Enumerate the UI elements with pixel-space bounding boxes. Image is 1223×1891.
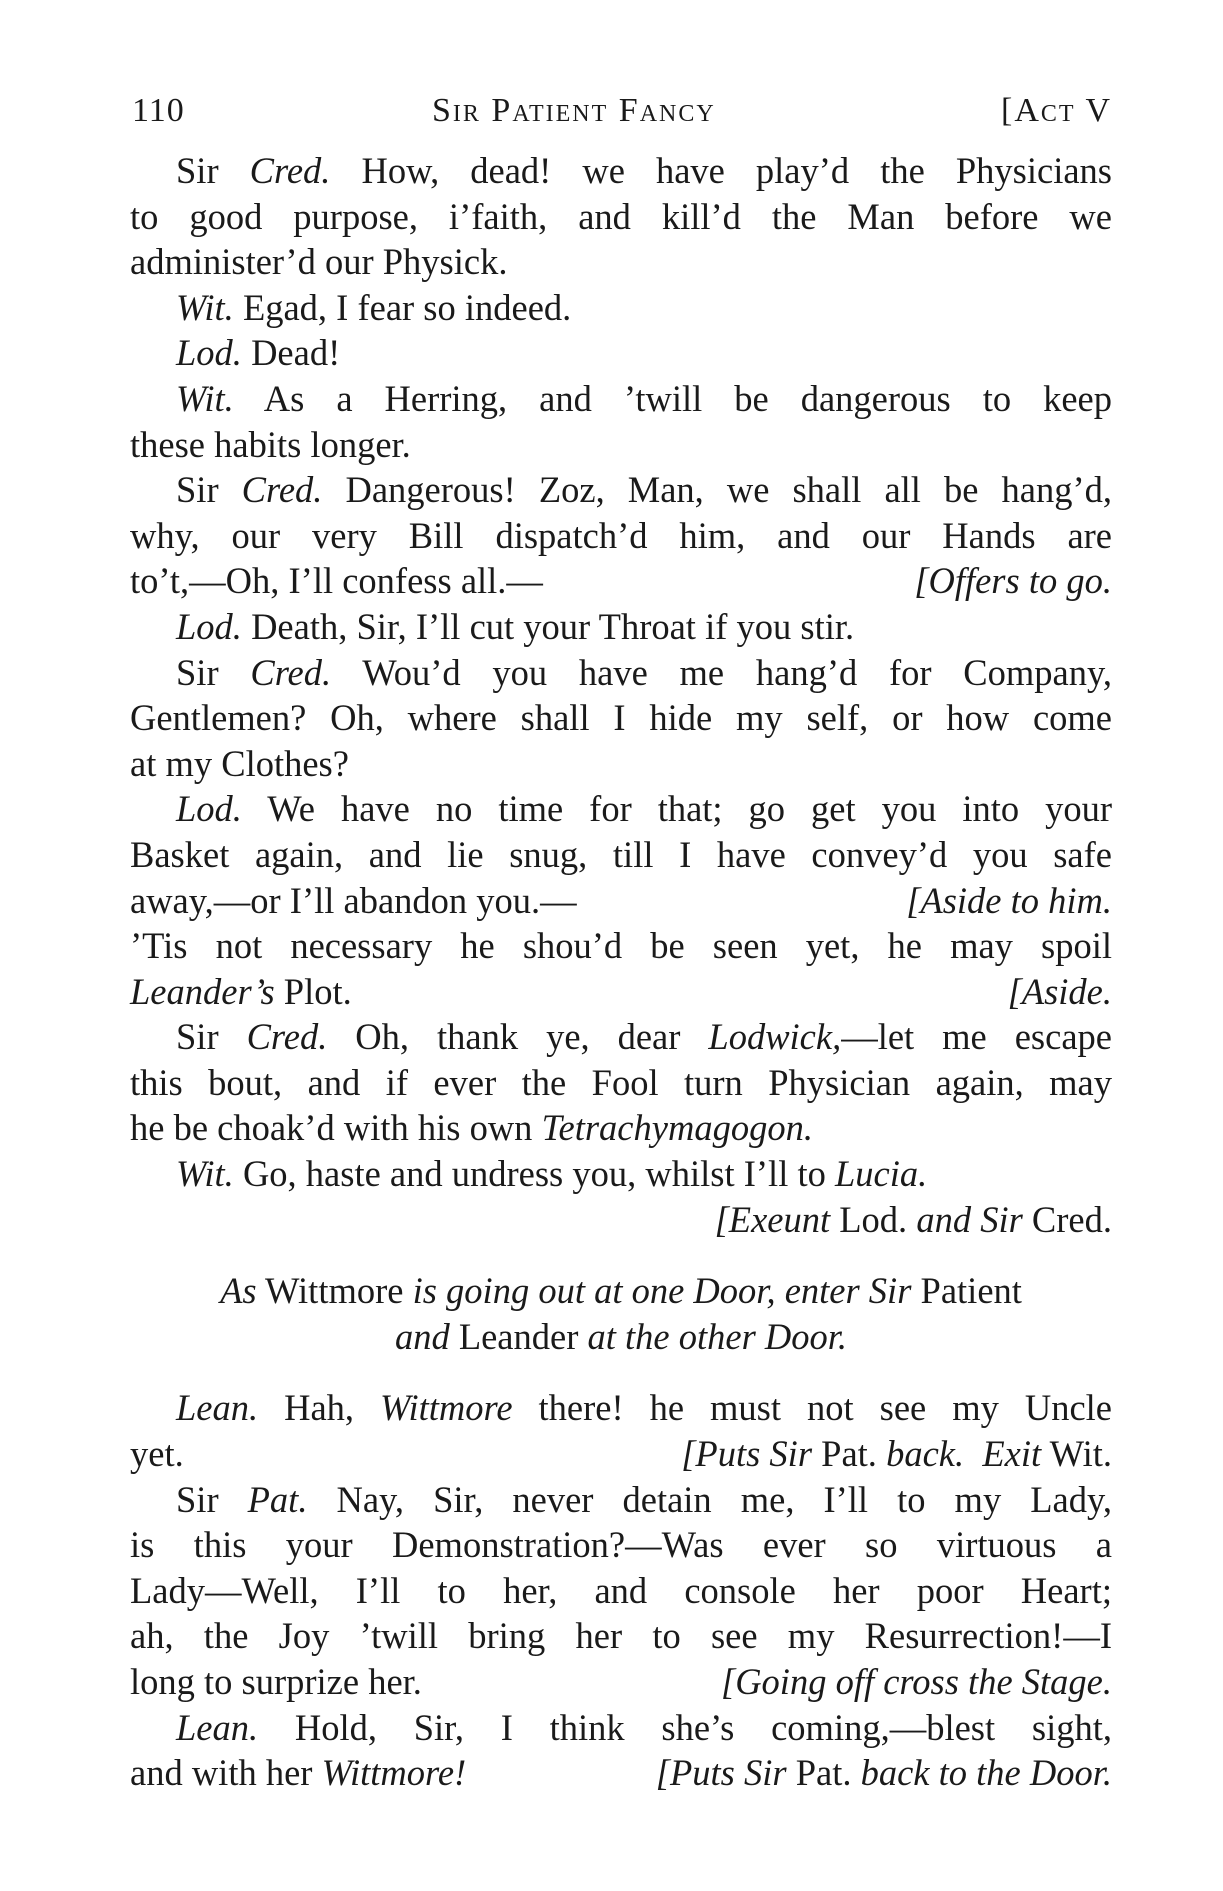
text-line: and with her Wittmore! [Puts Sir Pat. back to the Door.: [130, 1752, 1112, 1794]
stage-direction: [Offers to go.: [914, 560, 1112, 602]
stage-direction: [Aside.: [1007, 970, 1112, 1012]
act-label: [Act V: [1001, 92, 1112, 129]
text-line: ’Tis not necessary he shou’d be seen yet, he may spoil: [130, 925, 1112, 967]
text-line: Basket again, and lie snug, till I have convey’d you safe: [130, 833, 1112, 875]
play-text: [130, 148, 1112, 1796]
text-line: Sir Pat. Nay, Sir, never detain me, I’ll to my Lady,: [176, 1478, 1112, 1520]
text-line: Lod. Death, Sir, I’ll cut your Throat if you stir.: [176, 605, 855, 647]
text-line: Lean. Hah, Wittmore there! he must not see my Uncle: [176, 1387, 1113, 1429]
text-line: ah, the Joy ’twill bring her to see my Resurrection!—I: [130, 1615, 1112, 1657]
text-line: this bout, and if ever the Fool turn Physician again, may: [130, 1061, 1112, 1103]
text-line: Lod. We have no time for that; go get you into your: [176, 788, 1112, 830]
text-line: Lean. Hold, Sir, I think she’s coming,—blest sight,: [176, 1706, 1112, 1748]
text-line: Wit. Go, haste and undress you, whilst I’ll to Lucia.: [176, 1153, 928, 1195]
text-line: Lod. Dead!: [176, 332, 341, 374]
text-line: Wit. Egad, I fear so indeed.: [176, 286, 572, 328]
stage-direction-centered: As Wittmore is going out at one Door, enter Sir Patient: [220, 1270, 1022, 1312]
text-line: long to surprize her. [Going off cross the Stage.: [130, 1659, 1112, 1705]
text-line: Lady—Well, I’ll to her, and console her poor Heart;: [130, 1569, 1112, 1611]
text-line: Leander’s Plot. [Aside.: [130, 969, 1112, 1015]
text-line: Sir Cred. Dangerous! Zoz, Man, we shall all be hang’d,: [176, 469, 1112, 511]
text-line: away,—or I’ll abandon you.— [Aside to him.: [130, 878, 1112, 924]
text-line: yet. [Puts Sir Pat. back. Exit Wit.: [130, 1433, 1112, 1475]
stage-direction-exeunt: [Exeunt Lod. and Sir Cred.: [714, 1198, 1112, 1240]
stage-direction: [Going off cross the Stage.: [720, 1661, 1112, 1702]
text-line: to good purpose, i’faith, and kill’d the Man before we: [130, 195, 1112, 237]
text-line: these habits longer.: [130, 423, 411, 465]
stage-direction: [Aside to him.: [906, 879, 1112, 921]
text-line: Sir Cred. Oh, thank ye, dear Lodwick,—let me escape: [176, 1016, 1112, 1058]
text-line: Sir Cred. How, dead! we have play’d the Physicians: [176, 150, 1112, 191]
page-header: [132, 92, 1112, 136]
text-line: administer’d our Physick.: [130, 241, 508, 283]
text-line: Wit. As a Herring, and ’twill be dangerous to keep: [176, 377, 1112, 419]
text-line: Gentlemen? Oh, where shall I hide my self, or how come: [130, 697, 1112, 739]
text-line: he be choak’d with his own Tetrachymagogon.: [130, 1107, 813, 1149]
text-line: why, our very Bill dispatch’d him, and our Hands are: [130, 514, 1112, 556]
text-line: Sir Cred. Wou’d you have me hang’d for Company,: [176, 651, 1112, 693]
text-line: at my Clothes?: [130, 742, 349, 784]
running-title: Sir Patient Fancy: [432, 92, 716, 129]
page-number: 110: [132, 92, 185, 129]
text-line: is this your Demonstration?—Was ever so virtuous a: [130, 1524, 1112, 1566]
stage-direction-centered: and Leander at the other Door.: [394, 1315, 848, 1357]
text-line: to’t,—Oh, I’ll confess all.— [Offers to go.: [130, 558, 1112, 604]
